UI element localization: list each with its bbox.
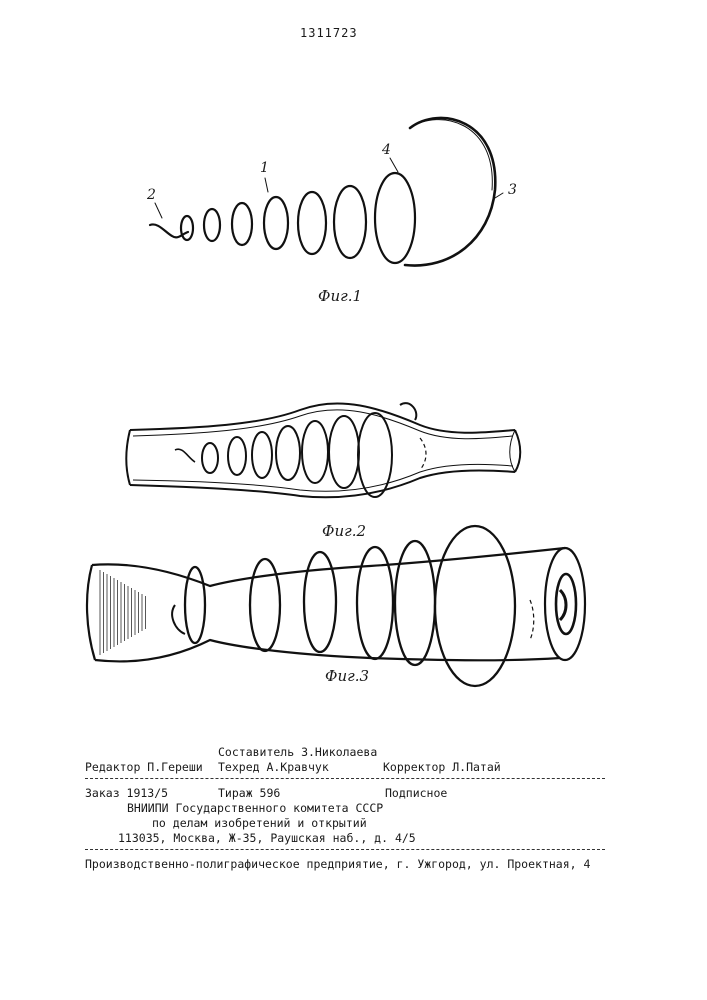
- fig1-label-4: 4: [382, 142, 391, 158]
- fig1-label-3: 3: [508, 182, 517, 198]
- fig2-coil-loop: [252, 432, 272, 478]
- fig3-caption: Фиг.3: [325, 667, 370, 685]
- fig3-coil-loop: [185, 567, 205, 643]
- fig3-coil: [185, 526, 515, 686]
- fig1-helix: [181, 173, 415, 263]
- fig1-caption: Фиг.1: [318, 287, 363, 305]
- fig3-coil-loop: [304, 552, 336, 652]
- techred: Техред А.Кравчук: [218, 760, 329, 774]
- fig1-helix-loop: [181, 216, 193, 240]
- fig3-coil-loop: [250, 559, 280, 651]
- fig1-helix-loop: [375, 173, 415, 263]
- fig1-hook: [405, 118, 495, 266]
- fig3-coil-loop: [435, 526, 515, 686]
- fig1-tail: [150, 224, 188, 237]
- fig1-helix-loop: [232, 203, 252, 245]
- order-number: Заказ 1913/5: [85, 786, 169, 800]
- fig3-shading: [100, 570, 146, 655]
- divider-2: [85, 849, 605, 850]
- fig1-helix-loop: [298, 192, 326, 254]
- fig2-caption: Фиг.2: [322, 522, 367, 540]
- fig2-coil-loop: [202, 443, 218, 473]
- circulation: Тираж 596: [218, 786, 281, 800]
- printer: Производственно-полиграфическое предприятие, г. Ужгород, ул. Проектная, 4: [85, 857, 591, 871]
- subscription: Подписное: [385, 786, 448, 800]
- compiler: Составитель З.Николаева: [218, 745, 378, 759]
- fig1-label-1: 1: [260, 160, 269, 176]
- org-line-1: ВНИИПИ Государственного комитета СССР: [127, 801, 384, 815]
- fig2-coil-loop: [228, 437, 246, 475]
- fig2-coil-loop: [358, 413, 392, 497]
- fig2-coil-loop: [302, 421, 328, 483]
- editor: Редактор П.Гереши: [85, 760, 203, 774]
- divider-1: [85, 778, 605, 779]
- address: 113035, Москва, Ж-35, Раушская наб., д. 4/5: [118, 831, 416, 845]
- fig2-coil-loop: [276, 426, 300, 480]
- fig1-label-2: 2: [147, 187, 156, 203]
- org-line-2: по делам изобретений и открытий: [152, 816, 367, 830]
- fig2-coil: [202, 413, 392, 497]
- fig1-helix-loop: [204, 209, 220, 241]
- fig2-vessel: [126, 403, 520, 497]
- corrector: Корректор Л.Патай: [383, 760, 501, 774]
- fig3-coil-loop: [357, 547, 393, 659]
- fig3-coil-loop: [395, 541, 435, 665]
- patent-number: 1311723: [300, 26, 358, 40]
- fig1-helix-loop: [334, 186, 366, 258]
- fig2-coil-loop: [329, 416, 359, 488]
- fig1-helix-loop: [264, 197, 288, 249]
